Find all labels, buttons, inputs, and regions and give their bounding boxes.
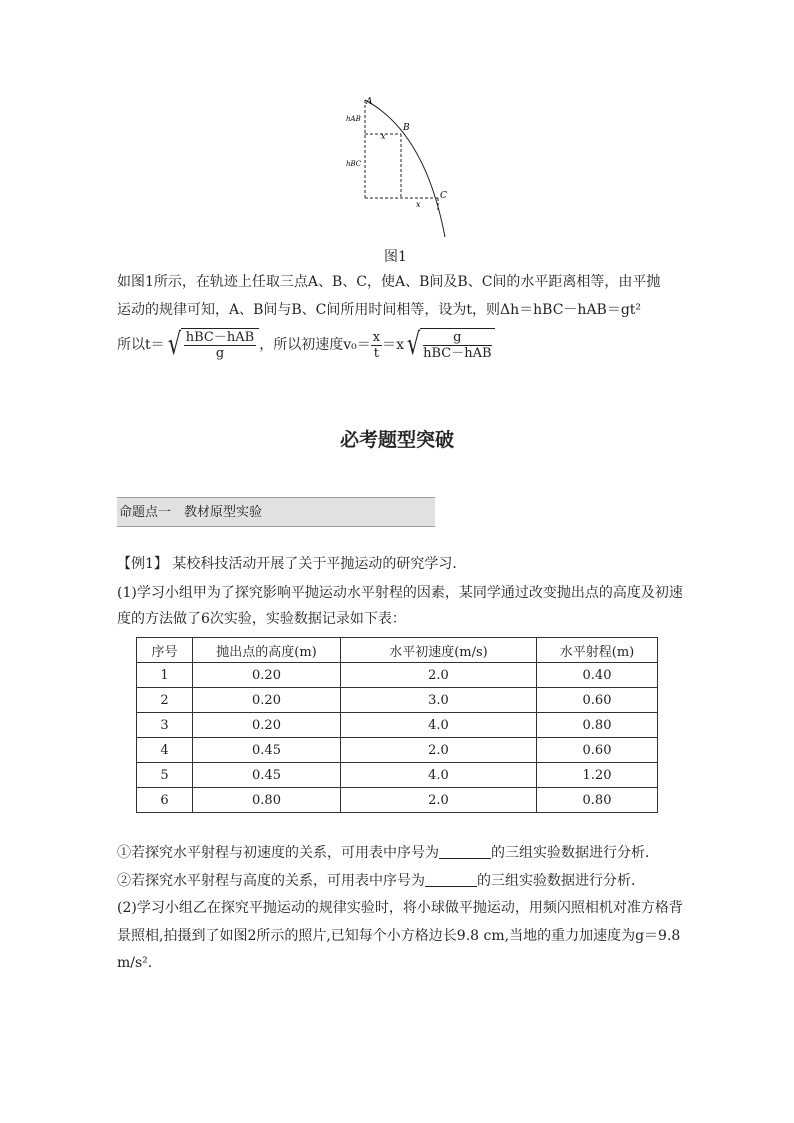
part2-line-3: m/s².	[117, 955, 153, 971]
question-1	[117, 843, 659, 863]
section-title: 必考题型突破	[339, 429, 454, 451]
formula-eq-x: ＝x	[382, 337, 404, 353]
cell-height: 0.45	[193, 738, 341, 763]
paragraph-line-2: 运动的规律可知，A、B间与B、C间所用时间相等，设为t，则Δh＝hBC－hAB＝gt²	[117, 302, 642, 318]
example-part1-line-2: 度的方法做了6次实验，实验数据记录如下表：	[117, 611, 406, 627]
fraction-2	[371, 330, 382, 361]
cell-height: 0.20	[193, 688, 341, 713]
fraction-2-numerator: x	[372, 329, 381, 345]
label-x-bottom: x	[416, 200, 421, 209]
header-velocity: 水平初速度(m/s)	[341, 638, 537, 663]
answer-blank-1[interactable]	[439, 844, 491, 859]
paragraph-line-3	[117, 326, 495, 364]
table-header-row	[137, 638, 658, 663]
table-row	[137, 763, 658, 788]
trajectory-figure	[330, 92, 460, 242]
header-index: 序号	[137, 638, 193, 663]
cell-height: 0.80	[193, 788, 341, 813]
part2-line-2: 景照相,拍摄到了如图2所示的照片,已知每个小方格边长9.8 cm,当地的重力加速度为g＝9.8	[117, 928, 681, 944]
table-row	[137, 738, 658, 763]
figure-caption: 图1	[384, 249, 407, 265]
cell-range: 1.20	[537, 763, 658, 788]
table-row	[137, 713, 658, 738]
header-range: 水平射程(m)	[537, 638, 658, 663]
cell-height: 0.45	[193, 763, 341, 788]
label-h-ab: hAB	[346, 115, 361, 123]
paragraph-line-1: 如图1所示，在轨迹上任取三点A、B、C，使A、B间及B、C间的水平距离相等，由平抛	[117, 274, 661, 290]
question-1-tail: 的三组实验数据进行分析．	[491, 845, 659, 861]
cell-index: 1	[137, 663, 193, 688]
fraction-3-numerator: g	[423, 330, 491, 346]
topic-bar: 命题点一 教材原型实验	[117, 497, 435, 527]
example-part1-line-1: (1)学习小组甲为了探究影响平抛运动水平射程的因素，某同学通过改变抛出点的高度及初速	[117, 585, 683, 601]
label-h-bc: hBC	[346, 160, 362, 168]
table-row	[137, 788, 658, 813]
label-c: C	[440, 191, 447, 201]
cell-velocity: 4.0	[341, 763, 537, 788]
table-row	[137, 663, 658, 688]
cell-height: 0.20	[193, 713, 341, 738]
fraction-2-denominator: t	[373, 345, 380, 361]
cell-velocity: 2.0	[341, 788, 537, 813]
cell-index: 2	[137, 688, 193, 713]
table-row	[137, 688, 658, 713]
fraction-1	[184, 330, 256, 361]
label-b: B	[403, 123, 410, 133]
cell-velocity: 4.0	[341, 713, 537, 738]
cell-index: 4	[137, 738, 193, 763]
sqrt-formula-1	[165, 328, 260, 362]
cell-height: 0.20	[193, 663, 341, 688]
part2-line-1: (2)学习小组乙在探究平抛运动的规律实验时，将小球做平抛运动，用频闪照相机对准方格背	[117, 900, 683, 916]
question-2	[117, 871, 645, 891]
cell-index: 5	[137, 763, 193, 788]
experiment-data-table	[136, 637, 658, 813]
question-1-text: ①若探究水平射程与初速度的关系，可用表中序号为	[117, 845, 439, 861]
cell-range: 0.60	[537, 738, 658, 763]
fraction-3	[423, 330, 491, 361]
fraction-1-denominator: g	[215, 346, 225, 361]
radical-sign-icon: √	[167, 327, 181, 362]
question-2-tail: 的三组实验数据进行分析．	[477, 873, 645, 889]
cell-range: 0.60	[537, 688, 658, 713]
label-x-top: x	[381, 132, 386, 141]
cell-velocity: 3.0	[341, 688, 537, 713]
cell-range: 0.80	[537, 713, 658, 738]
fraction-3-denominator: hBC－hAB	[423, 346, 492, 361]
label-a: A	[366, 97, 373, 107]
question-2-text: ②若探究水平射程与高度的关系，可用表中序号为	[117, 873, 425, 889]
formula-prefix: 所以t＝	[117, 337, 165, 353]
cell-index: 6	[137, 788, 193, 813]
trajectory-curve	[365, 100, 445, 237]
cell-range: 0.80	[537, 788, 658, 813]
cell-range: 0.40	[537, 663, 658, 688]
cell-velocity: 2.0	[341, 738, 537, 763]
radical-sign-icon: √	[406, 327, 421, 362]
formula-middle: ，所以初速度v₀＝	[259, 337, 371, 353]
answer-blank-2[interactable]	[425, 872, 477, 887]
fraction-1-numerator: hBC－hAB	[185, 330, 255, 345]
header-height: 抛出点的高度(m)	[193, 638, 341, 663]
cell-velocity: 2.0	[341, 663, 537, 688]
sqrt-formula-2	[404, 328, 495, 362]
cell-index: 3	[137, 713, 193, 738]
example-intro: 【例1】 某校科技活动开展了关于平抛运动的研究学习．	[117, 556, 467, 572]
